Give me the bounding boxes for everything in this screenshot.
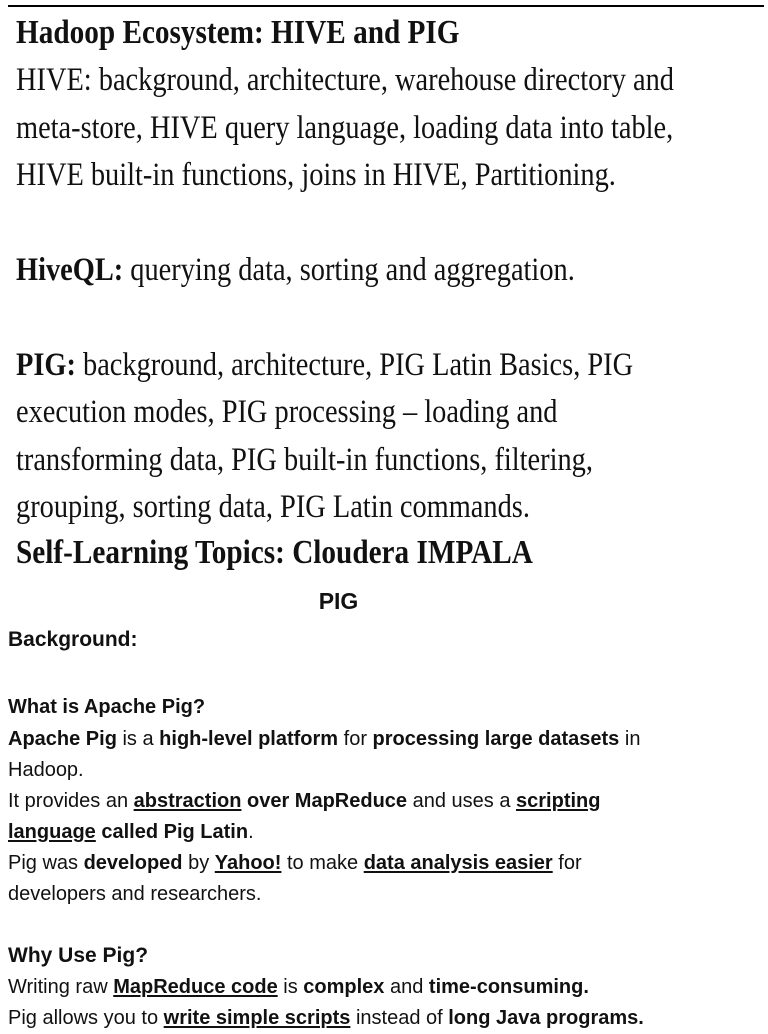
- text: Hadoop.: [8, 759, 84, 781]
- term-yahoo: Yahoo!: [214, 852, 282, 874]
- self-learning-topics: Self-Learning Topics: Cloudera IMPALA: [16, 534, 533, 571]
- paragraph-why-use-pig: [8, 972, 758, 1034]
- pig-line-3: transforming data, PIG built-in functions, filtering,: [16, 442, 593, 478]
- pig-line-1: [16, 347, 633, 384]
- hiveql-label: HiveQL:: [16, 252, 124, 288]
- text: to make: [281, 852, 364, 874]
- paragraph-what-is-pig: [8, 724, 758, 910]
- term-data-analysis-easier: data analysis easier: [363, 852, 553, 874]
- term-time-consuming: time-consuming.: [428, 976, 589, 998]
- term-write-simple-scripts: write simple scripts: [163, 1007, 351, 1029]
- pig-line-1-text: background, architecture, PIG Latin Basics, PIG: [75, 347, 634, 383]
- term-high-level-platform: high-level platform: [159, 728, 339, 750]
- text: is a: [116, 728, 160, 750]
- text: for: [552, 852, 582, 874]
- term-processing-large-datasets: processing large datasets: [372, 728, 620, 750]
- term-called-pig-latin: called Pig Latin: [95, 821, 249, 843]
- term-long-java-programs: long Java programs.: [448, 1007, 644, 1029]
- document-title: Hadoop Ecosystem: HIVE and PIG: [16, 14, 460, 51]
- question-what-is-pig: What is Apache Pig?: [8, 696, 206, 718]
- hiveql-line: [16, 252, 575, 289]
- text: for: [338, 728, 373, 750]
- text: is: [277, 976, 304, 998]
- text: instead of: [350, 1007, 449, 1029]
- term-complex: complex: [303, 976, 385, 998]
- term-scripting: scripting: [516, 790, 601, 812]
- pig-line-2: execution modes, PIG processing – loading and: [16, 394, 558, 430]
- text: developers and researchers.: [8, 883, 262, 905]
- text: and uses a: [407, 790, 517, 812]
- text: in: [619, 728, 641, 750]
- hive-line-3: HIVE built-in functions, joins in HIVE, Partitioning.: [16, 157, 616, 193]
- text: .: [248, 821, 254, 843]
- background-heading: Background:: [8, 628, 138, 651]
- pig-label: PIG:: [16, 347, 76, 383]
- top-rule: [8, 5, 764, 7]
- text: Pig was: [8, 852, 84, 874]
- hive-line-1: HIVE: background, architecture, warehouse directory and: [16, 62, 674, 98]
- text: and: [384, 976, 429, 998]
- term-developed: developed: [83, 852, 183, 874]
- hiveql-text: querying data, sorting and aggregation.: [123, 252, 575, 288]
- text: It provides an: [8, 790, 134, 812]
- text: by: [182, 852, 215, 874]
- text: Pig allows you to: [8, 1007, 164, 1029]
- pig-line-4: grouping, sorting data, PIG Latin commands.: [16, 489, 530, 525]
- question-why-use-pig: Why Use Pig?: [8, 944, 149, 967]
- term-apache-pig: Apache Pig: [8, 728, 117, 750]
- text: Writing raw: [8, 976, 114, 998]
- term-language: language: [8, 821, 96, 843]
- pig-heading: PIG: [318, 588, 359, 614]
- term-abstraction: abstraction: [133, 790, 242, 812]
- term-mapreduce-code: MapReduce code: [113, 976, 278, 998]
- term-over-mapreduce: over MapReduce: [241, 790, 408, 812]
- hive-line-2: meta-store, HIVE query language, loading data into table,: [16, 110, 674, 146]
